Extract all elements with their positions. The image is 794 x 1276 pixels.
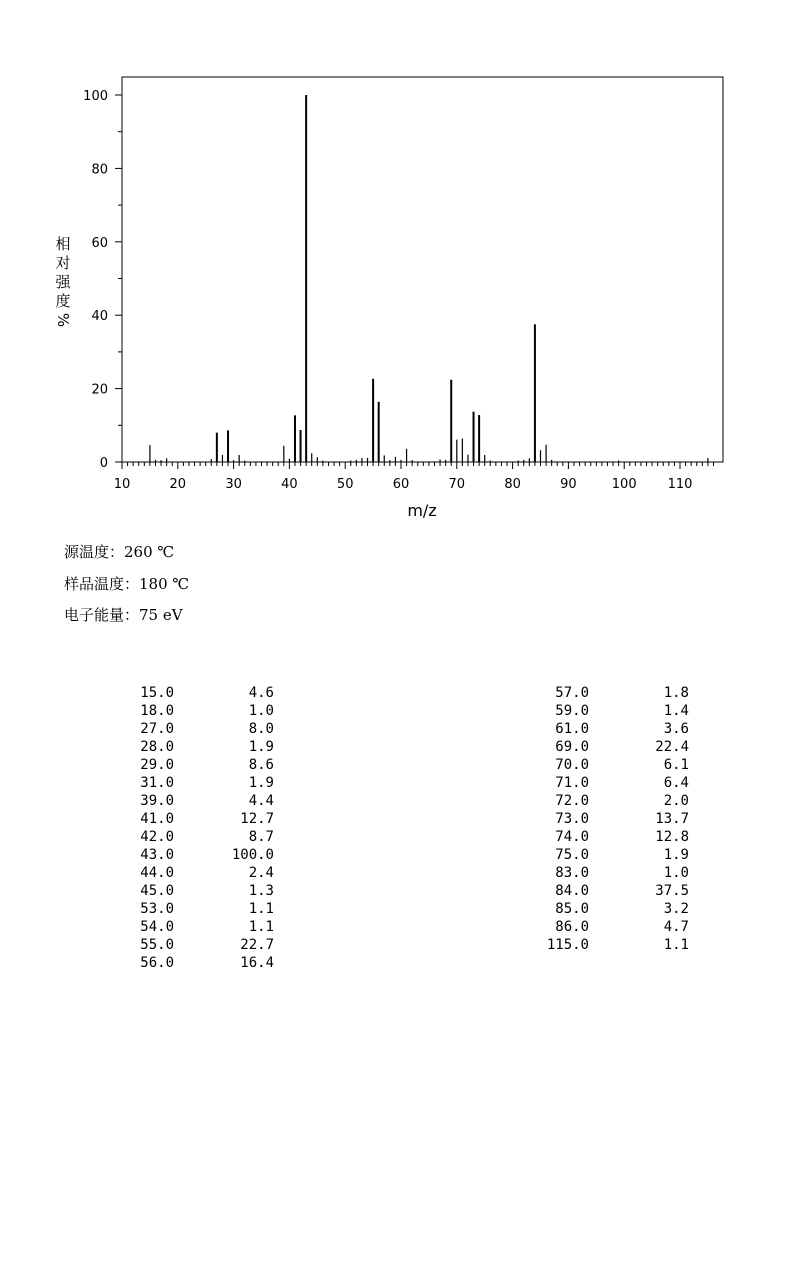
peak-table-row (110, 936, 280, 954)
intensity-value: 1.0 (248, 703, 274, 719)
y-axis-title-char: 对 (55, 254, 71, 272)
peak-table-row (520, 702, 695, 720)
mz-value: 41.0 (140, 811, 174, 827)
intensity-value: 4.6 (248, 685, 274, 701)
peak-table-row (520, 774, 695, 792)
mz-value: 44.0 (140, 865, 174, 881)
y-tick-label: 80 (91, 162, 108, 178)
mz-value: 31.0 (140, 775, 174, 791)
spectrum-peaks (150, 95, 708, 462)
mz-value: 71.0 (555, 775, 589, 791)
intensity-value: 1.1 (248, 901, 274, 917)
peak-table-row (520, 828, 695, 846)
intensity-value: 2.0 (663, 793, 689, 809)
peak-table-row (520, 792, 695, 810)
peak-table-row (520, 900, 695, 918)
intensity-value: 4.7 (663, 919, 689, 935)
peak-table-row (110, 882, 280, 900)
intensity-value: 1.1 (663, 937, 689, 953)
mz-value: 27.0 (140, 721, 174, 737)
y-axis-title-char: 相 (55, 235, 71, 253)
peak-table-row (110, 774, 280, 792)
mz-value: 85.0 (555, 901, 589, 917)
x-tick-label: 100 (611, 477, 637, 492)
peak-table-row (110, 954, 280, 972)
intensity-value: 1.0 (663, 865, 689, 881)
peak-table-row (110, 864, 280, 882)
peak-table-left (110, 684, 280, 972)
y-axis-ticks (83, 89, 122, 471)
peak-table-row (110, 828, 280, 846)
y-tick-label: 40 (91, 309, 108, 325)
mz-value: 15.0 (140, 685, 174, 701)
mz-value: 45.0 (140, 883, 174, 899)
intensity-value: 1.4 (663, 703, 689, 719)
mz-value: 75.0 (555, 847, 589, 863)
intensity-value: 100.0 (231, 847, 274, 863)
plot-frame (122, 77, 723, 462)
peak-table-row (520, 882, 695, 900)
peak-table-row (520, 918, 695, 936)
mz-value: 55.0 (140, 937, 174, 953)
peak-table-row (520, 756, 695, 774)
x-tick-label: 40 (281, 477, 298, 492)
intensity-value: 8.7 (248, 829, 274, 845)
y-axis-title-char: 度 (55, 292, 71, 310)
y-tick-label: 0 (99, 456, 108, 471)
mz-value: 56.0 (140, 955, 174, 971)
intensity-value: 6.4 (663, 775, 689, 791)
intensity-value: 1.8 (663, 685, 689, 701)
mass-spectrum-chart (0, 0, 794, 530)
intensity-value: 3.6 (663, 721, 689, 737)
x-axis-ticks (114, 462, 714, 492)
peak-table-row (520, 810, 695, 828)
intensity-value: 6.1 (663, 757, 689, 773)
y-tick-label: 100 (83, 89, 108, 104)
intensity-value: 4.4 (248, 793, 274, 809)
x-tick-label: 110 (667, 477, 693, 492)
intensity-value: 1.9 (248, 739, 274, 755)
x-tick-label: 20 (169, 477, 187, 492)
mz-value: 42.0 (140, 829, 174, 845)
mz-value: 74.0 (555, 829, 589, 845)
peak-table-row (110, 792, 280, 810)
peak-table-row (110, 756, 280, 774)
peak-table-row (110, 846, 280, 864)
mz-value: 43.0 (140, 847, 174, 863)
mz-value: 72.0 (555, 793, 589, 809)
mz-value: 59.0 (555, 703, 589, 719)
intensity-value: 1.1 (248, 919, 274, 935)
peak-table-row (110, 918, 280, 936)
x-tick-label: 90 (560, 477, 577, 492)
mz-value: 83.0 (555, 865, 589, 881)
peak-table-row (110, 720, 280, 738)
mz-value: 84.0 (555, 883, 589, 899)
peak-table-right (520, 684, 695, 954)
mz-value: 61.0 (555, 721, 589, 737)
intensity-value: 1.9 (663, 847, 689, 863)
intensity-value: 16.4 (240, 955, 274, 971)
peak-table-row (110, 810, 280, 828)
x-tick-label: 30 (225, 477, 242, 492)
intensity-value: 12.7 (240, 811, 274, 827)
x-tick-label: 60 (392, 477, 410, 492)
peak-table-row (110, 900, 280, 918)
intensity-value: 3.2 (663, 901, 689, 917)
intensity-value: 8.6 (248, 757, 274, 773)
peak-table-row (110, 684, 280, 702)
mz-value: 69.0 (555, 739, 589, 755)
mz-value: 18.0 (140, 703, 174, 719)
x-tick-label: 50 (336, 477, 354, 492)
y-tick-label: 60 (91, 235, 108, 251)
peak-table-row (520, 846, 695, 864)
intensity-value: 1.3 (248, 883, 274, 899)
peak-table-row (520, 738, 695, 756)
mz-value: 54.0 (140, 919, 174, 935)
x-tick-label: 10 (113, 477, 131, 492)
mz-value: 73.0 (555, 811, 589, 827)
intensity-value: 22.4 (655, 739, 689, 755)
mz-value: 39.0 (140, 793, 174, 809)
mz-value: 29.0 (140, 757, 174, 773)
mz-value: 70.0 (555, 757, 589, 773)
electron-energy: 电子能量：75 eV (64, 606, 183, 624)
peak-table-row (520, 864, 695, 882)
x-tick-label: 80 (504, 477, 521, 492)
sample-temperature: 样品温度：180 ℃ (64, 575, 190, 593)
mz-value: 115.0 (546, 937, 589, 953)
mz-value: 53.0 (140, 901, 174, 917)
intensity-value: 2.4 (248, 865, 274, 881)
x-tick-label: 70 (448, 477, 466, 492)
x-axis-title: m/z (407, 501, 437, 520)
y-axis-title-char: % (54, 312, 72, 328)
y-axis-title (54, 235, 72, 327)
peak-table-row (520, 684, 695, 702)
mz-value: 57.0 (555, 685, 589, 701)
intensity-value: 12.8 (655, 829, 689, 845)
peak-table-row (110, 738, 280, 756)
intensity-value: 22.7 (240, 937, 274, 953)
mz-value: 28.0 (140, 739, 174, 755)
peak-table-row (110, 702, 280, 720)
y-tick-label: 20 (91, 382, 108, 398)
peak-table-row (520, 936, 695, 954)
intensity-value: 1.9 (248, 775, 274, 791)
intensity-value: 37.5 (655, 883, 689, 899)
y-axis-title-char: 强 (55, 273, 71, 291)
source-temperature: 源温度：260 ℃ (64, 543, 175, 561)
peak-table-row (520, 720, 695, 738)
intensity-value: 13.7 (655, 811, 689, 827)
intensity-value: 8.0 (248, 721, 274, 737)
mz-value: 86.0 (555, 919, 589, 935)
